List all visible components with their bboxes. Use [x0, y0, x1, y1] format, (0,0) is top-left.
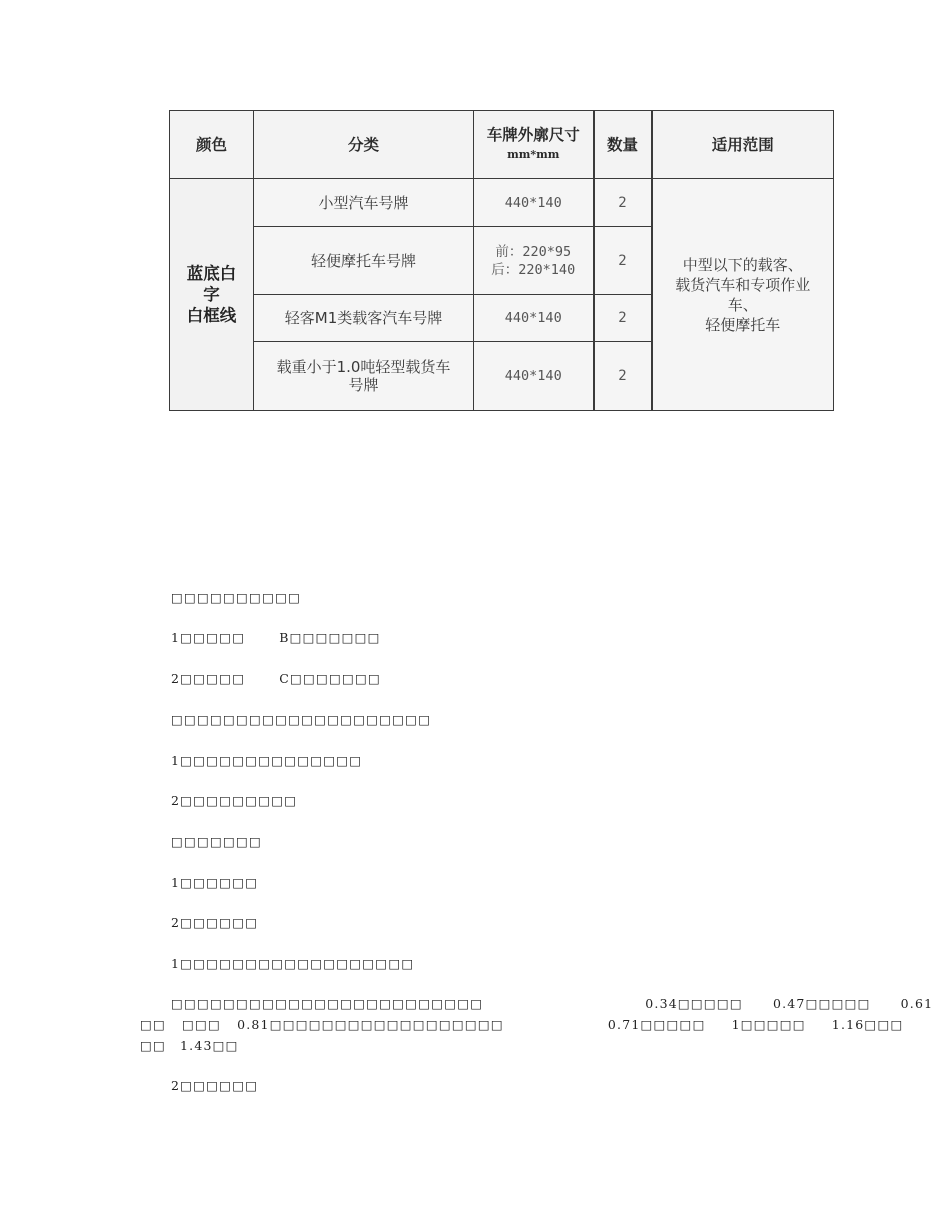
paragraph — [171, 630, 381, 645]
scope-line: 轻便摩托车 — [705, 315, 781, 334]
size-cell: 440*140 — [474, 294, 594, 341]
paragraph: 2□□□□□□ — [171, 1078, 259, 1093]
paragraph: □□□□□□□ — [171, 834, 263, 849]
paragraph — [140, 1038, 239, 1053]
color-line: 字 — [203, 285, 220, 304]
text-run: C□□□□□□□ — [279, 671, 382, 686]
text-run: 0.61 — [900, 996, 934, 1011]
header-size-label: 车牌外廓尺寸 — [486, 125, 580, 144]
text-run: 0.71□□□□□ — [607, 1017, 706, 1032]
size-cell: 440*140 — [474, 179, 594, 227]
scope-line: 车、 — [727, 295, 758, 314]
category-line: 载重小于1.0吨轻型载货车 — [276, 358, 451, 377]
color-line: 白框线 — [186, 306, 237, 325]
size-back: 后：220*140 — [491, 261, 576, 278]
size-cell: 440*140 — [474, 342, 594, 411]
paragraph: 1□□□□□□□□□□□□□□ — [171, 753, 363, 768]
color-line: 蓝底白 — [186, 264, 237, 283]
size-front: 前：220*95 — [495, 243, 572, 260]
table-row — [170, 179, 834, 227]
paragraph: 2□□□□□□ — [171, 915, 259, 930]
scope-line: 中型以下的载客、 — [682, 255, 803, 274]
header-quantity: 数量 — [594, 111, 652, 179]
paragraph: 1□□□□□□ — [171, 875, 259, 890]
size-cell — [474, 227, 594, 295]
text-run: 0.81□□□□□□□□□□□□□□□□□□ — [237, 1017, 504, 1032]
quantity-cell: 2 — [594, 227, 652, 295]
paragraph — [171, 996, 933, 1011]
text-run: 0.34□□□□□ — [645, 996, 743, 1011]
category-line: 号牌 — [348, 376, 379, 395]
scope-cell — [652, 179, 834, 411]
paragraph: □□□□□□□□□□ — [171, 590, 302, 605]
header-scope: 适用范围 — [652, 111, 834, 179]
paragraph — [171, 671, 381, 686]
text-run: □□ — [140, 1017, 167, 1032]
paragraph: □□□□□□□□□□□□□□□□□□□□ — [171, 712, 432, 727]
scope-line: 载货汽车和专项作业 — [675, 275, 811, 294]
text-run: 2□□□□□ — [171, 671, 246, 686]
quantity-cell: 2 — [594, 342, 652, 411]
text-run: 1.16□□□ — [831, 1017, 904, 1032]
quantity-cell: 2 — [594, 294, 652, 341]
paragraph: 2□□□□□□□□□ — [171, 793, 298, 808]
header-category: 分类 — [254, 111, 474, 179]
text-run: □□ — [140, 1038, 167, 1053]
header-size-unit: mm*mm — [507, 147, 560, 161]
paragraph: 1□□□□□□□□□□□□□□□□□□ — [171, 956, 415, 971]
text-run: 1.43□□ — [180, 1038, 239, 1053]
text-run: □□□ — [182, 1017, 222, 1032]
table-header-row — [170, 111, 834, 179]
header-color: 颜色 — [170, 111, 254, 179]
text-run: □□□□□□□□□□□□□□□□□□□□□□□□ — [171, 996, 484, 1011]
category-cell: 轻客M1类载客汽车号牌 — [254, 294, 474, 341]
license-plate-table — [169, 110, 834, 411]
category-cell: 轻便摩托车号牌 — [254, 227, 474, 295]
paragraph — [140, 1017, 903, 1032]
text-run: 0.47□□□□□ — [772, 996, 871, 1011]
header-size — [474, 111, 594, 179]
category-cell: 小型汽车号牌 — [254, 179, 474, 227]
color-cell — [170, 179, 254, 411]
text-run: B□□□□□□□ — [279, 630, 381, 645]
text-run: 1□□□□□ — [731, 1017, 806, 1032]
category-cell — [254, 342, 474, 411]
quantity-cell: 2 — [594, 179, 652, 227]
text-run: 1□□□□□ — [171, 630, 246, 645]
